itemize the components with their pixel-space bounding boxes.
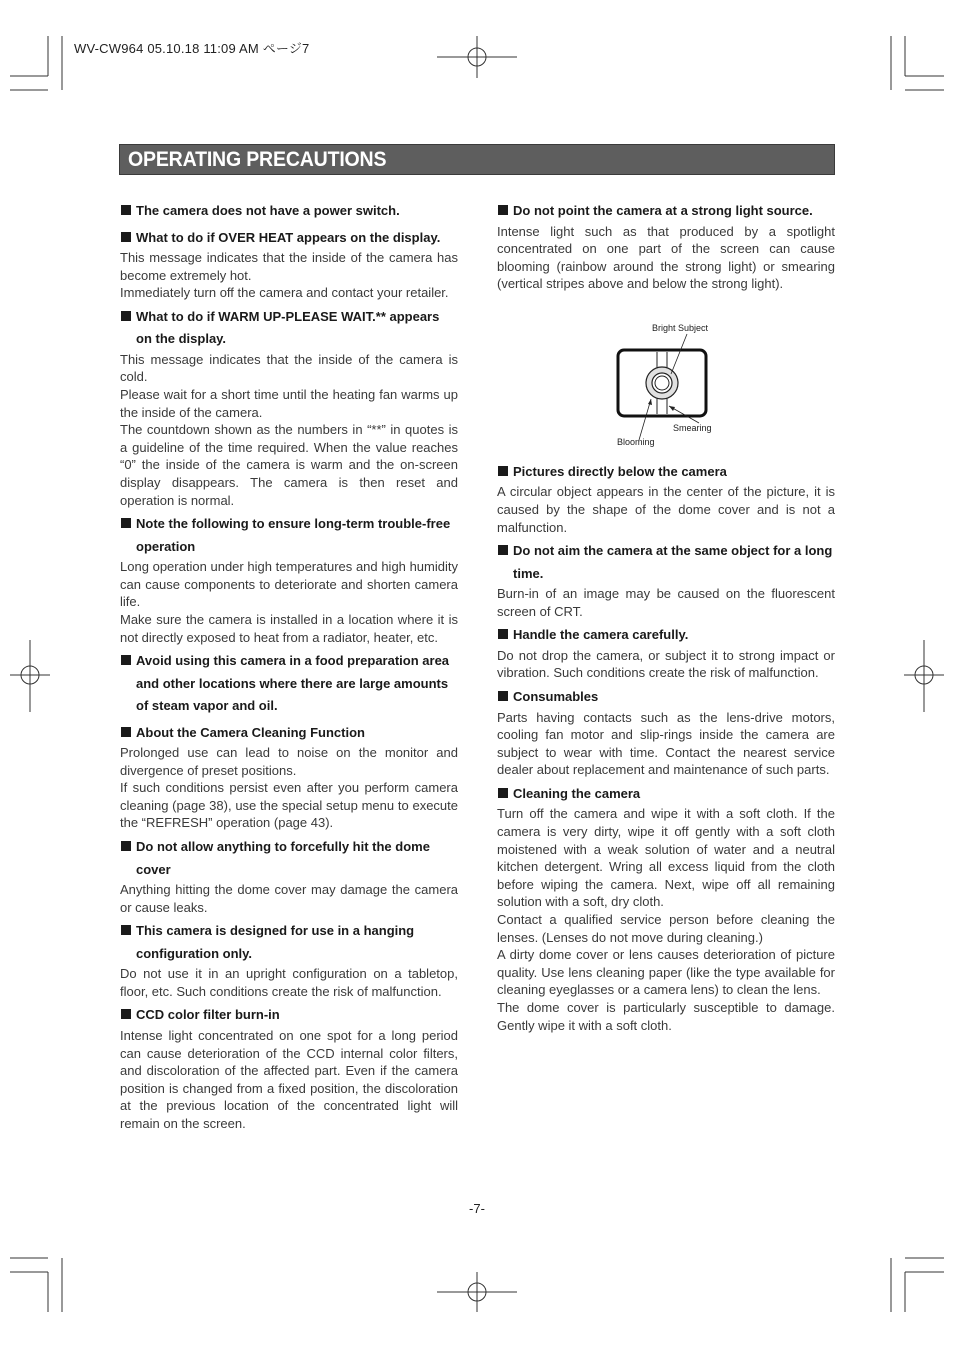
blooming-label: Blooming (617, 436, 655, 447)
paragraph: Please wait for a short time until the heating fan warms up the inside of the camera. (120, 386, 458, 420)
left-column (120, 200, 458, 1137)
title-bar (119, 144, 835, 175)
paragraph: This message indicates that the inside of the camera is cold. (120, 351, 458, 385)
paragraph: The dome cover is particularly susceptible to damage. Gently wipe it with a soft cloth. (497, 999, 835, 1033)
section-heading: Avoid using this camera in a food preparation area and other locations where there are large amounts of steam vapor and oil. (120, 650, 458, 718)
paragraph: If such conditions persist even after you perform camera cleaning (page 38), use the special setup menu to execute the “REFRESH” operation (page 43). (120, 780, 458, 831)
section-heading: Consumables (497, 686, 835, 709)
section-heading: This camera is designed for use in a hanging configuration only. (120, 920, 458, 965)
section (497, 461, 835, 536)
paragraph: Do not drop the camera, or subject it to strong impact or vibration. Such conditions create the risk of malfunction. (497, 647, 835, 681)
section-heading: What to do if WARM UP-PLEASE WAIT.** appears on the display. (120, 306, 458, 351)
paragraph: Intense light such as that produced by a spotlight concentrated on one part of the screen can cause blooming (rainbow around the strong light) or smearing (vertical stripes above and below the strong light). (497, 223, 835, 292)
right-column (497, 200, 835, 1038)
paragraph: Long operation under high temperatures and high humidity can cause components to deteriorate and shorten camera life. (120, 559, 458, 610)
smearing-label: Smearing (673, 422, 712, 433)
section (120, 722, 458, 832)
section-heading: Do not point the camera at a strong light source. (497, 200, 835, 223)
section-heading: Note the following to ensure long-term trouble-free operation (120, 513, 458, 558)
section-heading: What to do if OVER HEAT appears on the display. (120, 227, 458, 250)
section (497, 783, 835, 1034)
paragraph: Turn off the camera and wipe it with a soft cloth. If the camera is very dirty, wipe it off gently with a soft cloth moistened with a weak solution of water and a neutral kitchen detergent. Wring all excess liquid from the cloth before wiping the camera. Next, wipe off all remaining solution with a soft, dry cloth. (497, 806, 835, 910)
paragraph: This message indicates that the inside of the camera has become extremely hot. (120, 250, 458, 283)
paragraph: A dirty dome cover or lens causes deterioration of picture quality. Use lens cleaning paper (like the type available for cleaning eyeglasses or a camera lens) to clean the lens. (497, 947, 835, 998)
section-heading: CCD color filter burn-in (120, 1004, 458, 1027)
page-title: OPERATING PRECAUTIONS (128, 148, 387, 171)
paragraph: Make sure the camera is installed in a location where it is not directly exposed to heat from a radiator, heater, etc. (120, 611, 458, 645)
paragraph: Immediately turn off the camera and contact your retailer. (120, 285, 449, 301)
paragraph: The countdown shown as the numbers in “**” in quotes is a guideline of the time required. When the value reaches “0” the inside of the camera is warm and the on-screen display disappears. The camera is then reset and operation is normal. (120, 422, 458, 508)
section (497, 200, 835, 293)
section (497, 540, 835, 620)
section (120, 836, 458, 916)
paragraph: Do not use it in an upright configuration on a tabletop, floor, etc. Such conditions create the risk of malfunction. (120, 966, 458, 999)
section (120, 200, 458, 223)
bright-subject-label: Bright Subject (652, 322, 709, 333)
section (120, 306, 458, 509)
section (497, 686, 835, 779)
section-heading: Pictures directly below the camera (497, 461, 835, 484)
section (120, 1004, 458, 1132)
paragraph: Burn-in of an image may be caused on the fluorescent screen of CRT. (497, 586, 835, 619)
paragraph: Parts having contacts such as the lens-drive motors, cooling fan motor and slip-rings inside the camera are subject to wear with time. Contact the nearest service dealer about replacement and maintenance of such parts. (497, 709, 835, 778)
blooming-smearing-figure (497, 303, 835, 458)
section-heading: Do not allow anything to forcefully hit the dome cover (120, 836, 458, 881)
paragraph: Anything hitting the dome cover may damage the camera or cause leaks. (120, 882, 458, 915)
section-heading: About the Camera Cleaning Function (120, 722, 458, 745)
section-heading: Cleaning the camera (497, 783, 835, 806)
print-header: WV-CW964 05.10.18 11:09 AM ページ7 (74, 41, 310, 56)
section-heading: The camera does not have a power switch. (120, 200, 458, 223)
section-heading: Handle the camera carefully. (497, 624, 835, 647)
paragraph: Prolonged use can lead to noise on the monitor and divergence of preset positions. (120, 745, 458, 778)
paragraph: Intense light concentrated on one spot for a long period can cause deterioration of the CCD internal color filters, and discoloration of the affected part. Even if the camera position is changed from a fixed position, the discoloration at the previous location of the concentrated light will remain on the screen. (120, 1027, 458, 1131)
section (120, 920, 458, 1000)
section (120, 650, 458, 718)
page-number: -7- (469, 1201, 485, 1216)
paragraph: Contact a qualified service person before cleaning the lenses. (Lenses do not move during cleaning.) (497, 911, 835, 945)
paragraph: A circular object appears in the center of the picture, it is caused by the shape of the dome cover and is not a malfunction. (497, 484, 835, 535)
section (120, 513, 458, 646)
section (120, 227, 458, 302)
section-heading: Do not aim the camera at the same object for a long time. (497, 540, 835, 585)
section (497, 624, 835, 682)
